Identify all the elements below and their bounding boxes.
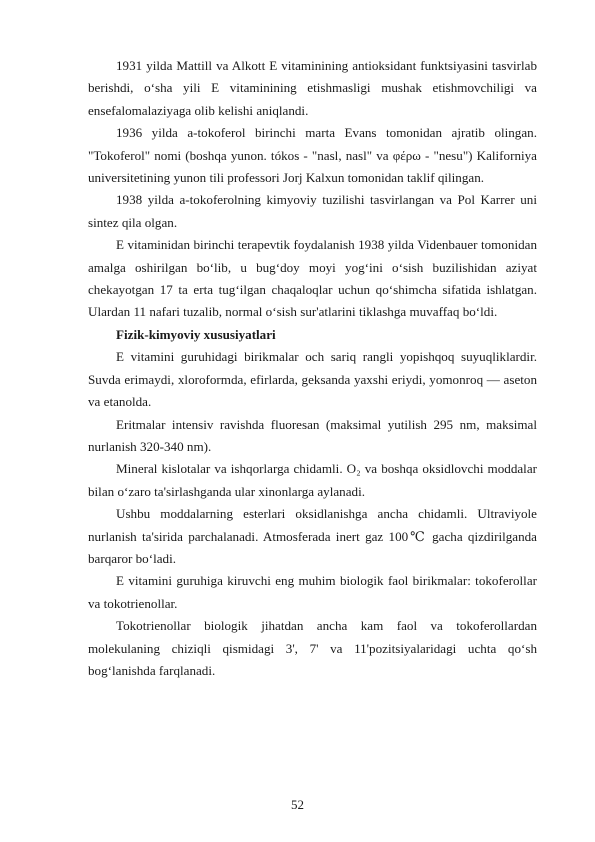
paragraph-esters: Ushbu moddalarning esterlari oksidlanishga ancha chidamli. Ultraviyole nurlanish ta'sirida parchalanadi. Atmosferada inert gaz 100℃ gacha qizdirilganda barqaror bo‘ladi.	[88, 506, 537, 566]
paragraph-mattill-alkott: 1931 yilda Mattill va Alkott E vitaminining antioksidant funktsiyasini tasvirlab berishdi, o‘sha yili E vitaminining etishmasligi mushak etishmovchiligi va ensefalomalaziyaga olib kelishi aniqlandi.	[88, 58, 537, 118]
paragraph-solubility: E vitamini guruhidagi birikmalar och sariq rangli yopishqoq suyuqliklardir. Suvda erimaydi, xloroformda, efirlarda, geksanda yaxshi eriydi, yomonroq — aseton va etanolda.	[88, 349, 537, 410]
paragraph-tocotrienols: Tokotrienollar biologik jihatdan ancha kam faol va tokoferollardan molekulaning chiziqli qismidagi 3', 7' va 11'pozitsiyalaridagi uchta qo‘sh bog‘lanishda farqlanadi.	[88, 618, 537, 678]
paragraph-therapeutic-use: E vitaminidan birinchi terapevtik foydalanish 1938 yilda Videnbauer tomonidan amalga oshirilgan bo‘lib, u bug‘doy moyi yog‘ini o‘sish buzilishidan aziyat chekayotgan 17 ta erta tug‘ilgan chaqaloqlar uchun qo‘shimcha sifatida ishlatgan. Ulardan 11 nafari tuzalib, normal o‘sish sur'atlarini tiklashga muvaffaq bo‘ldi.	[88, 237, 537, 320]
paragraph-active-compounds: E vitamini guruhiga kiruvchi eng muhim biologik faol birikmalar: tokoferollar va tokotrienollar.	[88, 573, 537, 611]
paragraph-acid-resistance: Mineral kislotalar va ishqorlarga chidamli. O₂ va boshqa oksidlovchi moddalar bilan o‘zaro ta'sirlashganda ular xinonlarga aylanadi.	[88, 461, 537, 499]
paragraph-karrer-synthesis: 1938 yilda a-tokoferolning kimyoviy tuzilishi tasvirlangan va Pol Karrer uni sintez qila olgan.	[88, 192, 537, 230]
section-heading: Fizik-kimyoviy xususiyatlari	[116, 326, 276, 342]
page-number: 52	[291, 797, 304, 812]
paragraph-evans-tocopherol: 1936 yilda a-tokoferol birinchi marta Evans tomonidan ajratib olingan. "Tokoferol" nomi (boshqa yunon. tókos - "nasl, nasl" va φέρω - "nesu") Kaliforniya universitetining yunon tili professori Jorj Kalxun tomonidan taklif qilingan.	[88, 125, 537, 186]
paragraph-fluorescence: Eritmalar intensiv ravishda fluoresan (maksimal yutilish 295 nm, maksimal nurlanish 320-340 nm).	[88, 416, 537, 454]
page-body	[88, 55, 537, 682]
